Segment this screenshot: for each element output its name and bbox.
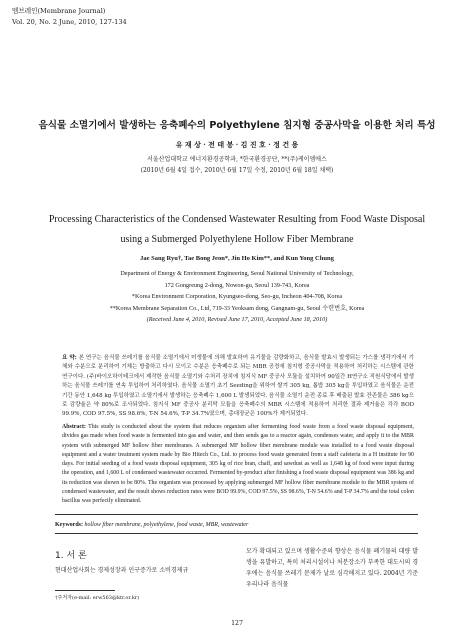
korean-dates: (2010년 6월 4일 접수, 2010년 6월 17일 수정, 2010년 6월 18일 채택) — [140, 167, 334, 174]
korean-title: 음식물 소멸기에서 발생하는 응축폐수의 Polyethylene 침지형 중공사막을 이용한 처리 특성 — [38, 120, 436, 131]
english-affiliation-4: **Korea Membrane Separation Co., Ltd, 719-33 Yeoksam dong, Gangnam-gu, Seoul 수련번호, Korea — [109, 304, 365, 312]
keywords-lead: Keywords: — [55, 522, 83, 528]
english-title-line-2: using a Submerged Polyethylene Hollow Fiber Membrane — [120, 234, 354, 245]
journal-name: 멤브레인(Membrane Journal) — [12, 7, 106, 15]
english-affiliation-1: Department of Energy & Environment Engineering, Seoul National University of Technology, — [120, 270, 354, 277]
abstract-lead: Abstract: — [62, 424, 86, 430]
journal-volume: Vol. 20, No. 2 June, 2010, 127-134 — [12, 18, 127, 26]
korean-abstract — [62, 354, 414, 420]
footnote: †주저자(e-mail: erw563@ktr.or.kr) — [55, 595, 140, 601]
journal-header — [12, 6, 127, 28]
abstract-text: This study is conducted about the system that reduces organism after fermenting food waste from a food waste disposal equipment, divides gas made when food waste is fermented into gas and water, and then sends gas to a reactor again, condenses water, and apply it to the MBR system with submerged MF hollow fiber membranes. A submerged MF hollow fiber membrane module was installed to a food waste disposal equipment and a water treatment system made by Bio Hitech Co., Ltd. to process food waste generated from a staff cafeteria in a H institute for 90 days. For initial seeding of a food waste disposal equipment, 305 kg of rice bran, chaff, and sawdust as well as 1,648 kg of food were input during the operation, and 1,600 L of condensed wastewater occurred. Fermented by-product after finishing a food waste disposal equipment was 386 kg and its reduction was shown to be 80%. The organism was processed by applying submerged MF hollow fiber membrane module to the MBR system of condensed wastewater, and the result shows reduction rates were BOD 99.9%, COD 97.5%, SS 98.6%, T-N 54.6% and T-P 34.7% and the total colon bacillus was perfectly eliminated. — [62, 424, 414, 505]
korean-affiliation: 서울산업대학교 에너지환경공학과, *한국환경공단, **(주)케이엠에스 — [147, 156, 327, 163]
english-title — [0, 210, 474, 250]
keywords-top-rule — [55, 514, 418, 515]
english-abstract — [62, 423, 414, 507]
english-dates: (Received June 4, 2010, Revised June 17, 2010, Accepted June 18, 2010) — [146, 316, 328, 323]
english-title-line-1: Processing Characteristics of the Condensed Wastewater Resulting from Food Waste Disposal — [48, 214, 426, 225]
section-heading: 1. 서 론 — [55, 551, 87, 561]
keywords-bottom-rule — [55, 533, 418, 534]
keywords-text: hollow fiber membrane, polyethylene, food waste, MBR, wastewater — [84, 522, 249, 528]
korean-affiliation-block — [0, 154, 474, 176]
keywords — [55, 522, 248, 528]
korean-abstract-lead: 요 약: — [62, 355, 77, 361]
english-affiliation-block — [0, 268, 474, 326]
body-left-column: 현대산업사회는 경제성장과 인구증가로 소비경제규 — [55, 567, 189, 574]
footnote-rule — [55, 590, 115, 591]
page-number: 127 — [231, 620, 243, 627]
english-affiliation-2: 172 Gongreung 2-dong, Nowon-gu, Seoul 139-743, Korea — [164, 281, 310, 289]
english-affiliation-3: *Korea Environment Corporation, Kyungseo-dong, Seo-gu, Incheon 404-708, Korea — [131, 293, 343, 300]
english-authors: Jae Sang Ryu†, Tae Bong Jeon*, Jin Ho Kim**, and Kun Yong Chung — [140, 255, 334, 262]
korean-abstract-text: 본 연구는 음식물 쓰레기를 음식물 소멸기에서 미생물에 의해 발효하여 유기물을 감량화하고, 음식물 발효시 발생되는 가스를 냉각기에서 기체와 수분으로 분리하여 기체는 방출하고 다시 모이고 수분은 응축폐수로 되는 MBR 공정에 침지형 중공사막을 적용하여 처리하는 시스템에 관한 연구이다. (주)바이오하이테크에서 제작한 음식물 소멸기와 수처리 장치에 침지식 MF 중공사 모듈을 설치하여 90일간 H연구소 직원식당에서 발생하는 음식물 쓰레기를 연속 투입하여 처리하였다. 음식물 소멸기 초기 Seeding을 위하여 쌀겨 305 kg, 톱밥 305 kg을 투입하였고 음식물은 운전기간 동안 1,648 kg 투입하였고 소멸기에서 발생하는 응축폐수 1,600 L 발생되었다. 음식물 소멸기 운전 종료 후 배출된 발효 잔존물은 386 kg으로 감량율은 약 80%로 조사되었다. 침지식 MF 중공사 분리막 모듈을 응축폐수의 MBR 시스템에 적용하여 처리한 결과 제거율은 각각 BOD 99.9%, COD 97.5%, SS 98.6%, T-N 54.6%, T-P 34.7%였으며, 총대장균은 100%가 제거되었다. — [62, 355, 414, 418]
korean-authors: 유 재 상 · 전 태 봉 · 김 진 호 · 정 건 용 — [175, 140, 299, 149]
body-right-column: 모가 확대되고 있으며 생활수준의 향상은 음식물 폐기물의 대량 발생을 유발하고, 특히 처리시설이나 처분장소가 부족한 대도시의 경우에는 음식물 쓰레기 문제가 날로 심각해지고 있다. 2004년 기준 우리나라 음식물 — [246, 548, 418, 588]
